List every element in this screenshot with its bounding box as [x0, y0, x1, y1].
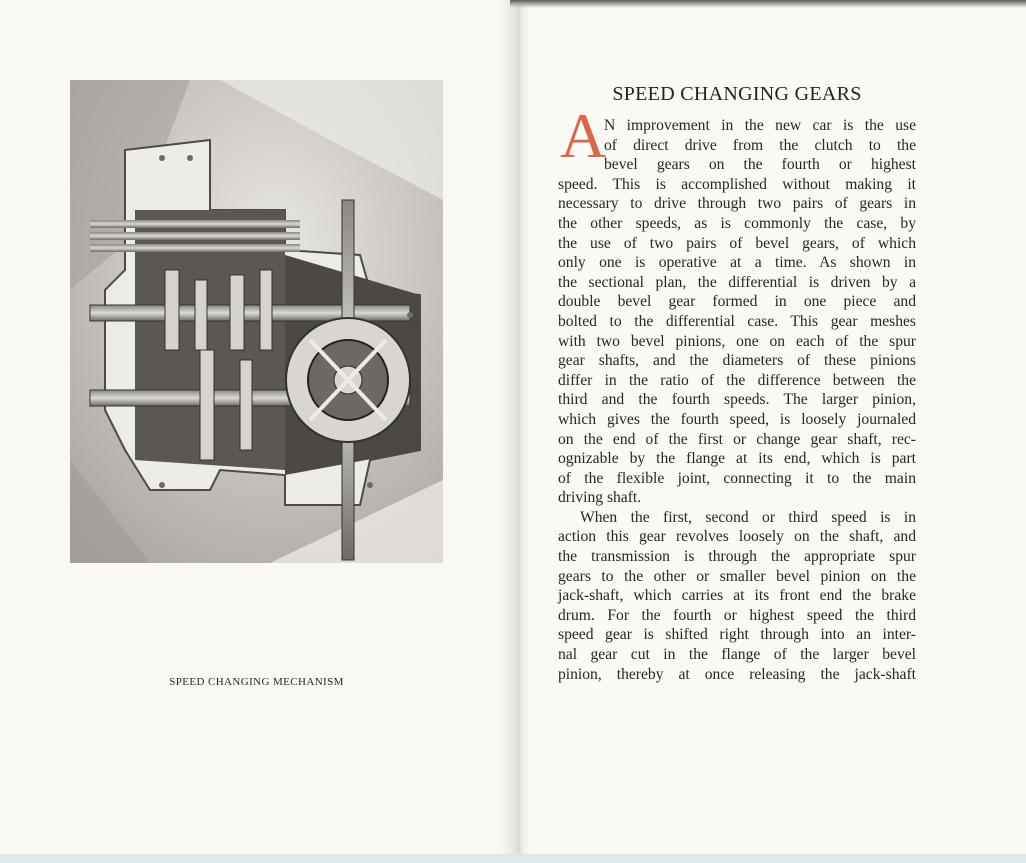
page-edge-shadow [510, 0, 1026, 8]
text-line: differ in the ratio of the difference between the [558, 371, 916, 389]
text-line: the use of two pairs of bevel gears, of which [558, 234, 916, 252]
text-line: jack-shaft, which carries at its front end the brake [558, 587, 916, 605]
text-line: of the flexible joint, connecting it to the main [558, 469, 916, 487]
text-line: drum. For the fourth or highest speed the third [558, 606, 916, 624]
text-line: with two bevel pinions, one on each of the spur [558, 332, 916, 350]
text-line: pinion, thereby at once releasing the jack-shaft [558, 665, 916, 683]
figure-caption: SPEED CHANGING MECHANISM [169, 676, 344, 688]
text-line: which gives the fourth speed, is loosely journaled [558, 410, 916, 428]
text-line: of direct drive from the clutch to the [604, 136, 916, 154]
text-line: gears to the other or smaller bevel pinion on the [558, 567, 916, 585]
text-line: only one is operative at a time. As shown in [558, 254, 916, 272]
text-line: on the end of the first or change gear shaft, rec- [558, 430, 916, 448]
text-line: N improvement in the new car is the use [604, 117, 916, 134]
book-gutter [500, 0, 530, 856]
page-heading: SPEED CHANGING GEARS [612, 83, 862, 105]
text-line: third and the fourth speeds. The larger pinion, [558, 391, 916, 409]
text-line: the transmission is through the appropriate spur [558, 548, 916, 566]
text-line: bevel gears on the fourth or highest [604, 156, 916, 174]
text-line: speed. This is accomplished without making it [558, 175, 916, 193]
text-line: speed gear is shifted right through into an inter- [558, 626, 916, 644]
text-line: gear shafts, and the diameters of these pinions [558, 352, 916, 370]
text-line: action this gear revolves loosely on the shaft, and [558, 528, 916, 546]
body-text [558, 116, 916, 684]
text-line: necessary to drive through two pairs of gears in [558, 195, 916, 213]
gearbox-illustration [70, 80, 443, 563]
text-line: double bevel gear formed in one piece and [558, 293, 916, 311]
text-line: the sectional plan, the differential is driven by a [558, 273, 916, 291]
text-line: the other speeds, as is commonly the case, by [558, 214, 916, 232]
text-line: bolted to the differential case. This gear meshes [558, 312, 916, 330]
scan-border [0, 854, 1026, 863]
text-line: driving shaft. [558, 489, 642, 507]
text-line: ognizable by the flange at its end, which is part [558, 450, 916, 468]
drop-cap: A [560, 100, 607, 171]
text-line: nal gear cut in the flange of the larger bevel [558, 646, 916, 664]
text-line: When the first, second or third speed is in [580, 508, 916, 526]
